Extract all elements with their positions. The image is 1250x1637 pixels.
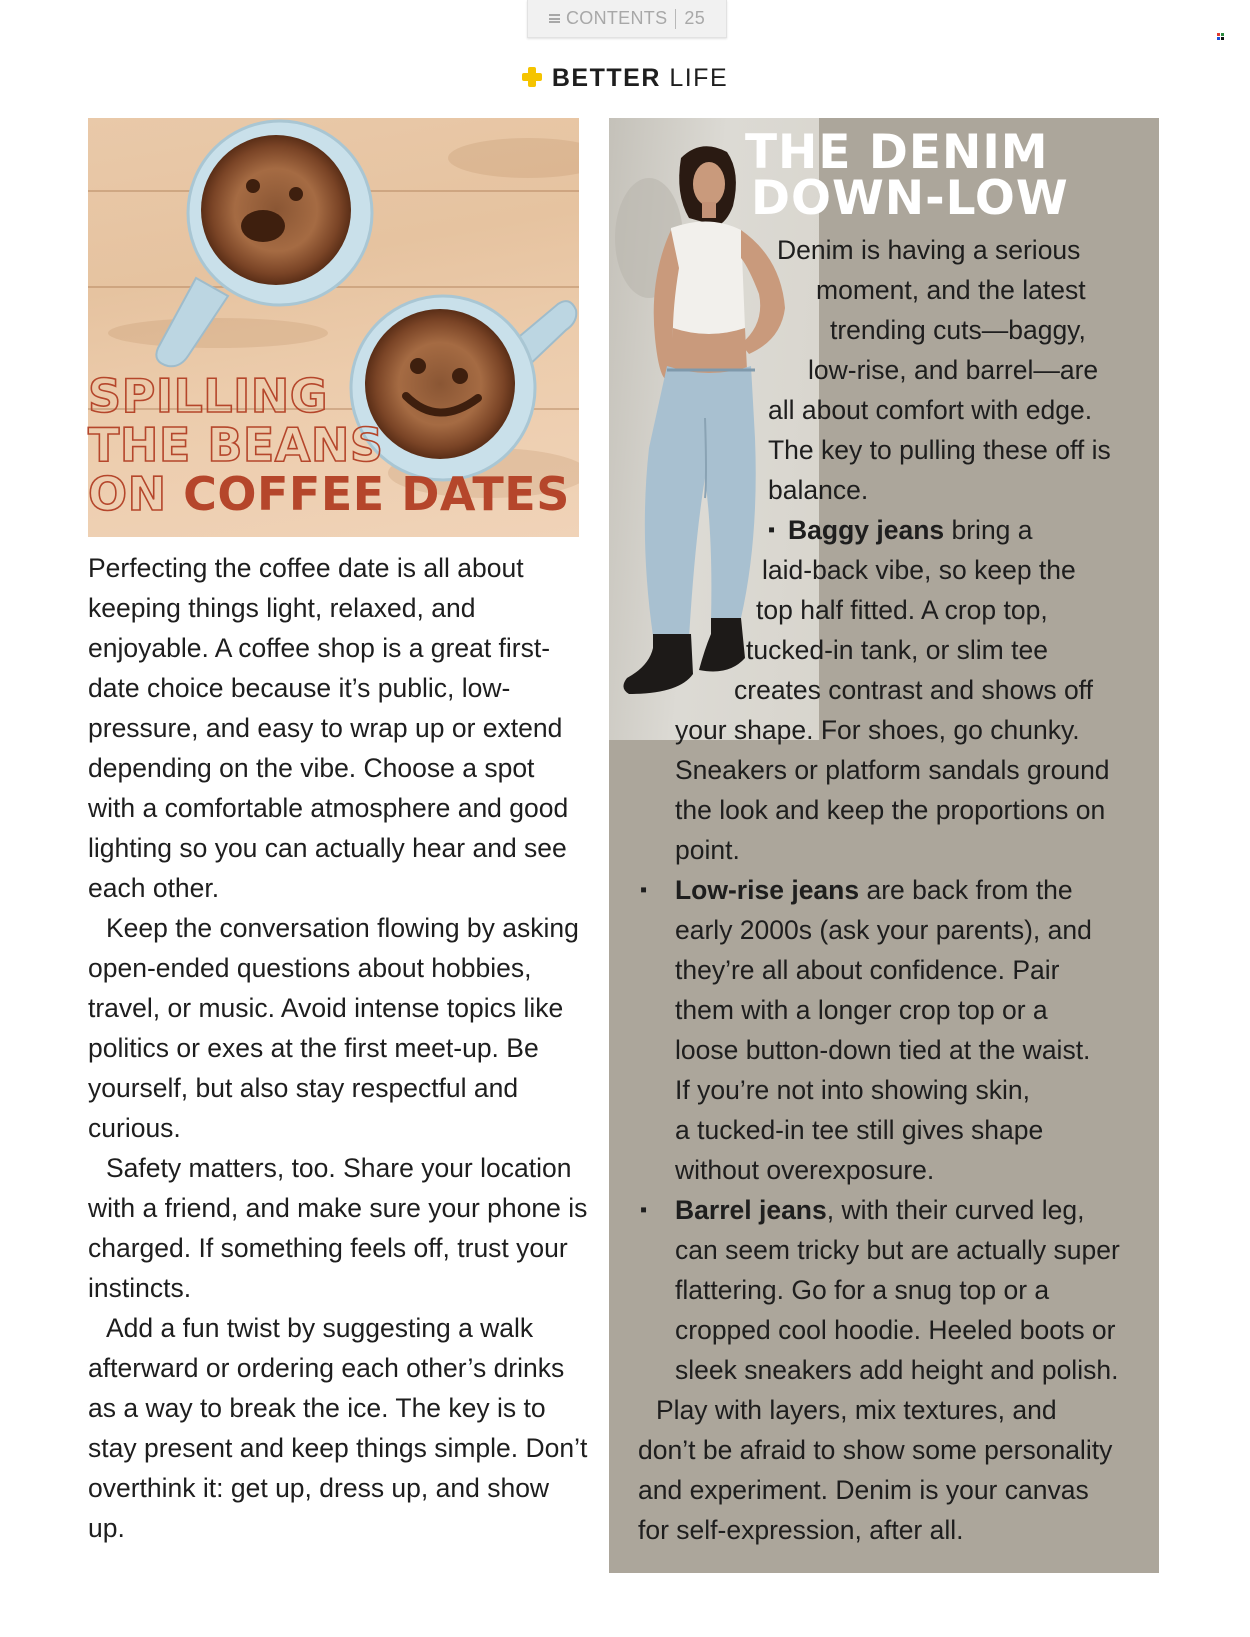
coffee-headline-line-2: THE BEANS [88, 418, 384, 472]
page-number: 25 [684, 8, 706, 28]
coffee-paragraph-1: Perfecting the coffee date is all about keeping things light, relaxed, and enjoyable. A coffee shop is a great first-date choice because it’s public, low-pressure, and easy to wrap up or extend depending on the vibe. Choose a spot with a comfortable atmosphere and good lighting so you can actually hear and see each other. [88, 553, 569, 903]
bullet-2-rest: are back from the [859, 875, 1073, 905]
bullet-2-bold: Low-rise jeans [675, 875, 860, 905]
contents-label: CONTENTS [565, 8, 668, 28]
denim-intro-line-7: balance. [768, 475, 869, 505]
denim-intro-line-6: The key to pulling these off is [768, 435, 1111, 465]
bullet-1-line: creates contrast and shows off [734, 675, 1093, 705]
denim-closing-line: and experiment. Denim is your canvas [638, 1475, 1089, 1505]
bullet-1-bold: Baggy jeans [788, 515, 945, 545]
contents-tab[interactable] [527, 0, 727, 38]
coffee-article-body [88, 548, 588, 1548]
denim-intro-line-2: moment, and the latest [816, 275, 1086, 305]
denim-intro-line-5: all about comfort with edge. [768, 395, 1093, 425]
coffee-headline [88, 369, 579, 521]
denim-closing-line: Play with layers, mix textures, and [656, 1395, 1057, 1425]
bullet-icon: ▪ [640, 1199, 648, 1221]
bullet-3-first-line [675, 1190, 1085, 1230]
denim-headline-line-1: THE DENIM [745, 125, 1049, 180]
bullet-1-first-line [788, 510, 1033, 550]
bullet-2-line: If you’re not into showing skin, [675, 1075, 1030, 1105]
bullet-2-line: without overexposure. [675, 1155, 935, 1185]
bullet-1-line: the look and keep the proportions on [675, 795, 1106, 825]
bullet-3-bold: Barrel jeans [675, 1195, 827, 1225]
coffee-paragraph-2: Keep the conversation flowing by asking open-ended questions about hobbies, travel, or music. Avoid intense topics like politics or exes at the first meet-up. Be yourself, but also stay respectful and curious. [88, 913, 579, 1143]
section-header-rest: LIFE [660, 64, 729, 92]
bullet-1-line: tucked-in tank, or slim tee [746, 635, 1048, 665]
coffee-paragraph-4: Add a fun twist by suggesting a walk afterward or ordering each other’s drinks as a way to break the ice. The key is to stay present and keep things simple. Don’t overthink it: get up, dress up, and show up. [88, 1313, 588, 1543]
bullet-3-line: flattering. Go for a snug top or a [675, 1275, 1050, 1305]
bullet-3-line: cropped cool hoodie. Heeled boots or [675, 1315, 1116, 1345]
bullet-3-line: sleek sneakers add height and polish. [675, 1355, 1119, 1385]
bullet-2-line: them with a longer crop top or a [675, 995, 1048, 1025]
bullet-icon: ▪ [640, 879, 648, 901]
coffee-headline-line-1: SPILLING [88, 369, 328, 423]
denim-closing-line: for self-expression, after all. [638, 1515, 964, 1545]
bullet-2-first-line [675, 870, 1073, 910]
bullet-3-line: can seem tricky but are actually super [675, 1235, 1120, 1265]
coffee-paragraph-3: Safety matters, too. Share your location with a friend, and make sure your phone is charged. If something feels off, trust your instincts. [88, 1153, 588, 1303]
section-header-strong: BETTER [551, 64, 661, 92]
bullet-3-rest: , with their curved leg, [826, 1195, 1085, 1225]
bullet-2-line: loose button-down tied at the waist. [675, 1035, 1091, 1065]
bullet-1-line: your shape. For shoes, go chunky. [675, 715, 1080, 745]
bullet-1-line: laid-back vibe, so keep the [762, 555, 1076, 585]
denim-headline [745, 125, 1165, 226]
denim-headline-line-2: DOWN-LOW [751, 171, 1069, 226]
denim-closing-line: don’t be afraid to show some personality [638, 1435, 1113, 1465]
bullet-1-line: point. [675, 835, 740, 865]
denim-intro-line-1: Denim is having a serious [777, 235, 1081, 265]
bullet-2-line: they’re all about confidence. Pair [675, 955, 1060, 985]
bullet-icon: ▪ [768, 519, 776, 541]
denim-intro-line-3: trending cuts—baggy, [830, 315, 1086, 345]
coffee-headline-solid: COFFEE DATES [183, 467, 570, 521]
menu-icon [549, 14, 560, 23]
bullet-1-line: Sneakers or platform sandals ground [675, 755, 1110, 785]
coffee-headline-line-3-outline: ON [88, 467, 184, 521]
bullet-2-line: early 2000s (ask your parents), and [675, 915, 1092, 945]
bullet-1-rest: bring a [944, 515, 1033, 545]
corner-dots-icon [1217, 33, 1225, 41]
denim-intro-line-4: low-rise, and barrel—are [808, 355, 1099, 385]
bullet-2-line: a tucked-in tee still gives shape [675, 1115, 1044, 1145]
bullet-1-line: top half fitted. A crop top, [756, 595, 1048, 625]
divider [675, 9, 676, 29]
